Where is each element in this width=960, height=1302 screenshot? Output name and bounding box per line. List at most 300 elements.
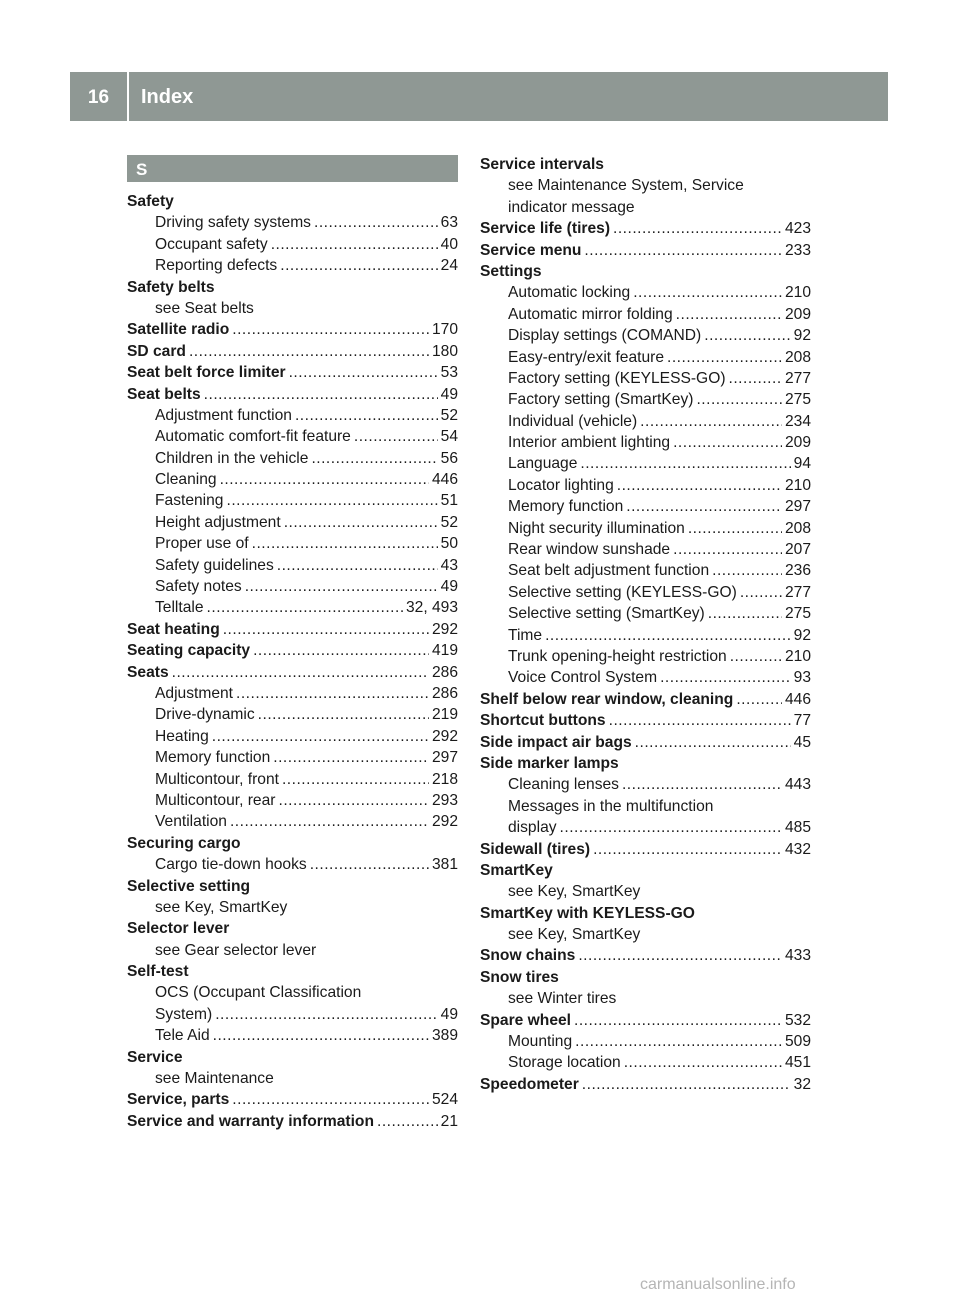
index-entry-page: 77 <box>793 712 811 730</box>
dot-leader <box>609 710 791 731</box>
index-entry-text: Memory function <box>155 749 271 767</box>
index-entry-page: 446 <box>431 471 458 489</box>
index-entry-page: 292 <box>431 813 458 831</box>
index-entry <box>480 197 811 218</box>
index-entry <box>127 448 458 469</box>
index-entry-page: 275 <box>784 391 811 409</box>
index-entry <box>480 154 811 175</box>
index-list-right <box>480 154 811 1095</box>
index-entry <box>127 1047 458 1068</box>
index-entry <box>127 533 458 554</box>
index-entry-text: Safety guidelines <box>155 556 274 574</box>
index-entry <box>127 876 458 897</box>
index-entry <box>480 903 811 924</box>
index-entry-page: 218 <box>431 770 458 788</box>
index-entry-text: Selective setting (SmartKey) <box>508 605 705 623</box>
index-entry <box>480 582 811 603</box>
index-entry-page: 92 <box>793 327 811 345</box>
dot-leader <box>236 683 429 704</box>
index-entry <box>127 982 458 1003</box>
index-entry <box>127 555 458 576</box>
index-entry-page: 210 <box>784 284 811 302</box>
dot-leader <box>289 362 438 383</box>
index-entry-page: 297 <box>431 749 458 767</box>
index-entry-text: Individual (vehicle) <box>508 412 638 430</box>
index-entry-page: 236 <box>784 562 811 580</box>
dot-leader <box>676 304 782 325</box>
index-entry-text: Side marker lamps <box>480 754 619 772</box>
page-header <box>70 72 888 121</box>
index-entry-text: Storage location <box>508 1054 621 1072</box>
index-entry-page: 433 <box>784 947 811 965</box>
dot-leader <box>354 426 438 447</box>
index-entry-page: 286 <box>431 663 458 681</box>
index-entry-text: Driving safety systems <box>155 214 311 232</box>
dot-leader <box>688 518 782 539</box>
dot-leader <box>220 469 429 490</box>
index-entry-text: Service, parts <box>127 1091 230 1109</box>
index-entry <box>127 255 458 276</box>
index-entry <box>127 683 458 704</box>
index-entry-text: Fastening <box>155 492 224 510</box>
index-entry <box>127 961 458 982</box>
index-entry-page: 56 <box>440 449 458 467</box>
index-entry-text: Automatic comfort-fit feature <box>155 428 351 446</box>
index-entry <box>127 833 458 854</box>
index-entry-text: Service intervals <box>480 156 604 173</box>
index-entry <box>127 212 458 233</box>
dot-leader <box>278 790 428 811</box>
index-entry-page: 293 <box>431 791 458 809</box>
index-entry <box>127 426 458 447</box>
index-entry <box>480 261 811 282</box>
index-entry-page: 292 <box>431 620 458 638</box>
index-entry-text: Seat belt adjustment function <box>508 562 710 580</box>
index-entry-page: 52 <box>440 513 458 531</box>
index-entry-text: Spare wheel <box>480 1011 572 1029</box>
index-entry-text: Heating <box>155 727 209 745</box>
index-entry-text: see Seat belts <box>155 299 254 317</box>
dot-leader <box>729 368 782 389</box>
dot-leader <box>635 732 791 753</box>
index-entry <box>127 191 458 212</box>
dot-leader <box>696 389 782 410</box>
index-entry-page: 234 <box>784 412 811 430</box>
index-entry-page: 485 <box>784 819 811 837</box>
index-entry-page: 63 <box>440 214 458 232</box>
index-entry-page: 419 <box>431 642 458 660</box>
index-entry <box>127 597 458 618</box>
index-entry-text: Snow tires <box>480 968 559 986</box>
index-entry-page: 32, 493 <box>405 599 458 617</box>
index-entry-page: 40 <box>440 235 458 253</box>
index-entry <box>480 496 811 517</box>
index-entry <box>127 854 458 875</box>
index-entry-page: 170 <box>431 321 458 339</box>
index-entry-page: 532 <box>784 1011 811 1029</box>
page-title: Index <box>141 86 194 108</box>
index-entry-text: Easy-entry/exit feature <box>508 348 665 366</box>
index-entry-text: Safety notes <box>155 578 242 596</box>
index-entry-text: Interior ambient lighting <box>508 434 671 452</box>
index-entry-text: Seat belt force limiter <box>127 364 286 382</box>
dot-leader <box>584 240 782 261</box>
index-entry <box>480 1010 811 1031</box>
dot-leader <box>215 1004 437 1025</box>
index-entry <box>480 432 811 453</box>
index-entry-text: Drive-dynamic <box>155 706 255 724</box>
index-entry <box>127 769 458 790</box>
index-entry <box>480 1074 811 1095</box>
index-entry <box>127 619 458 640</box>
index-entry <box>127 1089 458 1110</box>
index-entry-text: see Key, SmartKey <box>155 898 288 916</box>
watermark: carmanualsonline.info <box>640 1276 796 1293</box>
index-entry <box>480 945 811 966</box>
index-entry-text: see Key, SmartKey <box>508 883 641 901</box>
dot-leader <box>282 769 429 790</box>
index-entry-page: 94 <box>793 455 811 473</box>
dot-leader <box>622 774 782 795</box>
dot-leader <box>253 640 429 661</box>
index-entry <box>480 218 811 239</box>
index-entry-text: Selective setting (KEYLESS-GO) <box>508 583 737 601</box>
index-entry-page: 52 <box>440 406 458 424</box>
index-entry <box>480 1052 811 1073</box>
index-entry <box>480 304 811 325</box>
index-entry <box>127 1004 458 1025</box>
index-entry <box>127 704 458 725</box>
index-entry <box>127 469 458 490</box>
dot-leader <box>212 726 429 747</box>
index-entry-page: 219 <box>431 706 458 724</box>
dot-leader <box>613 218 782 239</box>
index-entry-text: Night security illumination <box>508 519 685 537</box>
index-entry <box>127 640 458 661</box>
index-entry-text: Service life (tires) <box>480 220 611 238</box>
dot-leader <box>232 1089 429 1110</box>
index-entry-text: Snow chains <box>480 947 576 965</box>
index-entry-page: 210 <box>784 476 811 494</box>
dot-leader <box>230 811 429 832</box>
index-entry <box>127 384 458 405</box>
dot-leader <box>730 646 782 667</box>
index-entry-page: 389 <box>431 1027 458 1045</box>
dot-leader <box>626 496 782 517</box>
index-entry-page: 32 <box>793 1075 811 1093</box>
index-entry <box>480 282 811 303</box>
index-entry <box>127 790 458 811</box>
index-entry-page: 93 <box>793 669 811 687</box>
index-entry <box>480 347 811 368</box>
index-entry <box>127 576 458 597</box>
dot-leader <box>258 704 429 725</box>
index-entry-text: Automatic locking <box>508 284 631 302</box>
index-entry-page: 49 <box>440 385 458 403</box>
dot-leader <box>704 325 790 346</box>
index-entry-text: Tele Aid <box>155 1027 210 1045</box>
index-entry-text: Voice Control System <box>508 669 658 687</box>
index-entry-page: 451 <box>784 1054 811 1072</box>
index-entry-text: Seat heating <box>127 620 220 638</box>
index-entry-page: 292 <box>431 727 458 745</box>
index-entry-page: 24 <box>440 257 458 275</box>
index-entry-text: Cleaning lenses <box>508 776 619 794</box>
index-entry <box>480 625 811 646</box>
index-entry-text: Cargo tie-down hooks <box>155 856 307 874</box>
index-entry-text: Occupant safety <box>155 235 268 253</box>
index-entry-text: Adjustment <box>155 684 234 702</box>
index-entry <box>480 539 811 560</box>
index-entry-text: Safety <box>127 193 174 210</box>
index-entry-text: see Gear selector lever <box>155 941 317 959</box>
index-entry-text: Service <box>127 1048 183 1066</box>
index-entry <box>480 1031 811 1052</box>
index-entry <box>480 646 811 667</box>
index-entry-text: Telltale <box>155 599 204 617</box>
index-entry-text: Service menu <box>480 241 582 259</box>
index-entry-page: 209 <box>784 434 811 452</box>
dot-leader <box>226 490 437 511</box>
index-entry-text: Seating capacity <box>127 642 251 660</box>
index-entry-text: Settings <box>480 262 542 280</box>
index-entry-text: SD card <box>127 342 186 360</box>
index-entry <box>480 518 811 539</box>
index-entry-text: Cleaning <box>155 471 217 489</box>
index-entry-page: 53 <box>440 364 458 382</box>
index-entry <box>127 341 458 362</box>
index-entry-page: 286 <box>431 684 458 702</box>
index-entry <box>127 897 458 918</box>
index-entry-text: Rear window sunshade <box>508 541 671 559</box>
index-entry-text: Trunk opening-height restriction <box>508 647 727 665</box>
index-entry <box>480 860 811 881</box>
index-entry-text: SmartKey with KEYLESS-GO <box>480 904 695 922</box>
index-entry-text: see Maintenance <box>155 1070 274 1088</box>
index-entry-text: SmartKey <box>480 861 553 879</box>
index-column-left <box>127 155 458 1132</box>
dot-leader <box>640 411 782 432</box>
index-entry <box>127 1025 458 1046</box>
index-entry-text: Selective setting <box>127 877 251 895</box>
index-entry <box>480 325 811 346</box>
index-entry-text: Securing cargo <box>127 834 241 852</box>
index-entry <box>480 988 811 1009</box>
index-entry <box>480 774 811 795</box>
dot-leader <box>582 1074 791 1095</box>
section-letter: S <box>127 155 458 182</box>
index-entry <box>127 234 458 255</box>
index-entry-text: Side impact air bags <box>480 733 632 751</box>
index-entry-page: 233 <box>784 241 811 259</box>
index-entry <box>127 512 458 533</box>
index-entry-page: 180 <box>431 342 458 360</box>
index-entry-page: 432 <box>784 840 811 858</box>
dot-leader <box>575 1031 782 1052</box>
dot-leader <box>245 576 438 597</box>
dot-leader <box>252 533 438 554</box>
index-entry-text: Children in the vehicle <box>155 449 309 467</box>
index-entry <box>480 667 811 688</box>
index-entry-text: Factory setting (SmartKey) <box>508 391 694 409</box>
dot-leader <box>189 341 429 362</box>
index-entry-page: 92 <box>793 626 811 644</box>
index-entry <box>127 277 458 298</box>
index-entry <box>480 796 811 817</box>
index-entry-text: Height adjustment <box>155 513 281 531</box>
index-entry <box>480 368 811 389</box>
index-entry <box>480 475 811 496</box>
index-entry-page: 446 <box>784 690 811 708</box>
index-list-left <box>127 191 458 1132</box>
dot-leader <box>232 319 429 340</box>
index-entry <box>127 662 458 683</box>
index-entry-text: indicator message <box>508 198 635 216</box>
dot-leader <box>736 689 782 710</box>
index-entry-page: 277 <box>784 583 811 601</box>
index-entry-text: see Maintenance System, Service <box>508 177 744 195</box>
index-entry <box>127 940 458 961</box>
dot-leader <box>295 405 438 426</box>
index-entry-text: Factory setting (KEYLESS-GO) <box>508 369 726 387</box>
index-entry-page: 277 <box>784 369 811 387</box>
index-entry-text: Language <box>508 455 578 473</box>
dot-leader <box>273 747 429 768</box>
index-entry <box>480 839 811 860</box>
dot-leader <box>310 854 429 875</box>
index-entry-page: 423 <box>784 220 811 238</box>
dot-leader <box>667 347 782 368</box>
dot-leader <box>311 448 437 469</box>
dot-leader <box>673 539 782 560</box>
dot-leader <box>204 384 438 405</box>
index-entry <box>480 560 811 581</box>
index-entry-text: see Winter tires <box>508 990 617 1008</box>
index-entry <box>480 967 811 988</box>
index-entry-text: Reporting defects <box>155 257 278 275</box>
dot-leader <box>271 234 438 255</box>
index-entry-text: Time <box>508 626 543 644</box>
index-entry <box>480 924 811 945</box>
index-entry-page: 210 <box>784 647 811 665</box>
header-divider <box>127 72 129 121</box>
index-entry <box>480 453 811 474</box>
index-entry-page: 209 <box>784 305 811 323</box>
index-entry-text: Sidewall (tires) <box>480 840 591 858</box>
index-entry-text: Display settings (COMAND) <box>508 327 702 345</box>
index-entry-page: 509 <box>784 1033 811 1051</box>
index-entry-text: Memory function <box>508 498 624 516</box>
dot-leader <box>593 839 782 860</box>
index-entry <box>480 389 811 410</box>
index-entry-text: Shelf below rear window, cleaning <box>480 690 734 708</box>
dot-leader <box>207 597 403 618</box>
dot-leader <box>574 1010 782 1031</box>
index-entry-text: Self-test <box>127 963 189 981</box>
dot-leader <box>708 603 782 624</box>
dot-leader <box>633 282 782 303</box>
index-entry <box>480 881 811 902</box>
index-entry-text: Messages in the multifunction <box>508 797 714 815</box>
page-number: 16 <box>87 87 110 108</box>
index-entry <box>127 918 458 939</box>
index-entry-page: 208 <box>784 519 811 537</box>
index-entry-text: Multicontour, front <box>155 770 279 788</box>
index-entry-text: Automatic mirror folding <box>508 305 673 323</box>
dot-leader <box>277 555 438 576</box>
dot-leader <box>377 1111 438 1132</box>
index-entry-page: 207 <box>784 541 811 559</box>
index-entry <box>480 817 811 838</box>
index-entry-page: 21 <box>440 1112 458 1130</box>
index-entry-page: 49 <box>440 1005 458 1023</box>
index-entry-text: Multicontour, rear <box>155 791 276 809</box>
index-entry-page: 381 <box>431 856 458 874</box>
index-entry-text: Safety belts <box>127 278 215 296</box>
index-entry <box>480 689 811 710</box>
index-entry-text: display <box>508 819 557 837</box>
index-entry <box>127 490 458 511</box>
dot-leader <box>280 255 437 276</box>
index-entry-text: Adjustment function <box>155 406 292 424</box>
index-entry <box>480 240 811 261</box>
index-entry-page: 443 <box>784 776 811 794</box>
index-entry-page: 275 <box>784 605 811 623</box>
index-entry-text: Satellite radio <box>127 321 230 339</box>
dot-leader <box>617 475 782 496</box>
index-entry-page: 524 <box>431 1091 458 1109</box>
index-entry <box>480 710 811 731</box>
index-entry-page: 43 <box>440 556 458 574</box>
index-entry <box>127 747 458 768</box>
index-entry-text: Seat belts <box>127 385 201 403</box>
index-entry-page: 45 <box>793 733 811 751</box>
index-entry <box>480 411 811 432</box>
index-entry <box>127 362 458 383</box>
index-entry <box>127 1111 458 1132</box>
dot-leader <box>660 667 791 688</box>
index-entry-text: Proper use of <box>155 535 249 553</box>
dot-leader <box>314 212 438 233</box>
index-entry-text: OCS (Occupant Classification <box>155 984 362 1002</box>
index-entry-text: Service and warranty information <box>127 1112 374 1130</box>
index-entry-page: 54 <box>440 428 458 446</box>
index-entry-text: Seats <box>127 663 169 681</box>
index-entry-page: 208 <box>784 348 811 366</box>
dot-leader <box>624 1052 782 1073</box>
index-entry <box>127 811 458 832</box>
dot-leader <box>580 453 790 474</box>
index-entry <box>127 319 458 340</box>
index-entry <box>480 753 811 774</box>
dot-leader <box>673 432 782 453</box>
index-entry-page: 50 <box>440 535 458 553</box>
index-entry-page: 49 <box>440 578 458 596</box>
dot-leader <box>223 619 429 640</box>
index-entry-text: Locator lighting <box>508 476 614 494</box>
index-entry-text: Speedometer <box>480 1075 579 1093</box>
dot-leader <box>213 1025 429 1046</box>
index-entry <box>127 298 458 319</box>
index-entry-text: Mounting <box>508 1033 573 1051</box>
index-entry-text: System) <box>155 1005 213 1023</box>
dot-leader <box>284 512 438 533</box>
index-entry-text: Selector lever <box>127 920 230 938</box>
index-entry-text: Ventilation <box>155 813 227 831</box>
index-entry-text: see Key, SmartKey <box>508 926 641 944</box>
index-entry <box>127 405 458 426</box>
dot-leader <box>560 817 782 838</box>
